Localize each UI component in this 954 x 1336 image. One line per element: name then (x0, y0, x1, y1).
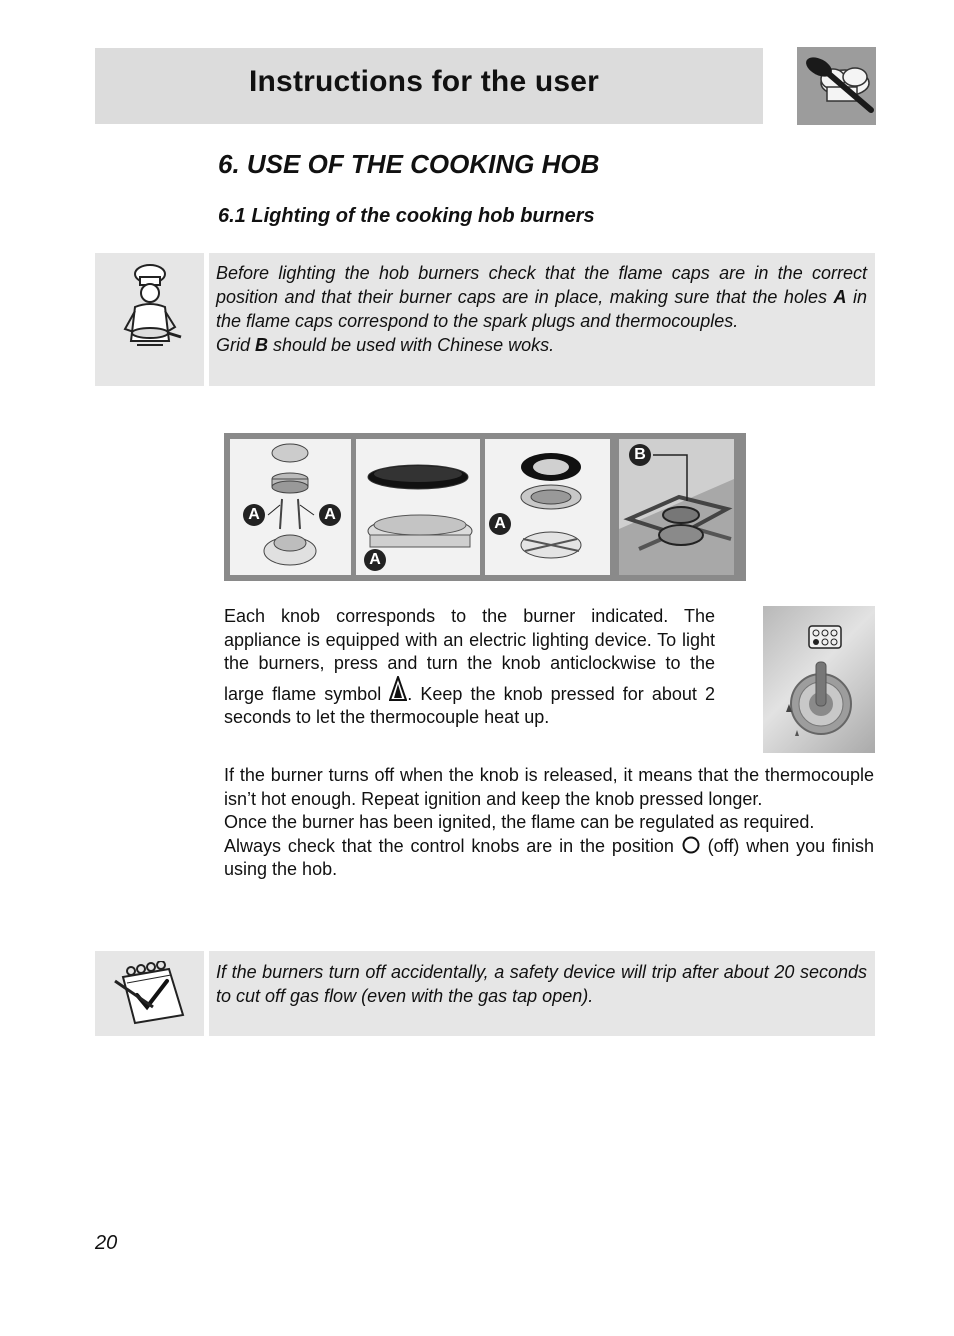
label-a-ref: A (833, 287, 847, 307)
label-b-grid: B (629, 444, 651, 466)
knob-text-before: Each knob corresponds to the burner indicated. The appliance is equipped with an electric lighting device. To light the burners, press and turn the knob anticlockwise to the large flame symbol (224, 606, 715, 704)
note-icon-cell (95, 253, 204, 386)
note-text-part: in the flame caps correspond to the spark plugs and thermocouples. (216, 287, 868, 331)
note-text-part: Before lighting the hob burners check that the flame caps are in the correct position and that their burner caps are in place, making sure that the holes (216, 263, 867, 307)
note-text-cell (209, 253, 875, 386)
off-text-after: (off) when you finish using the hob. (224, 835, 874, 879)
safety-note: If the burners turn off accidentally, a safety device will trip after about 20 seconds to cut off gas flow (even with the gas tap open). (216, 962, 867, 1006)
label-a-wok: A (489, 513, 511, 535)
large-flame-icon (389, 676, 407, 702)
panel-fish-burner (356, 439, 480, 575)
page-title: Instructions for the user (249, 65, 600, 98)
panel-wok-burner (485, 439, 610, 575)
panel-wok-grid (619, 439, 734, 575)
off-text-before: Always check that the control knobs are in the position (224, 835, 681, 856)
paragraph-turns-off: If the burner turns off when the knob is released, it means that the thermocouple isn’t hot enough. Repeat ignition and keep the knob pressed longer. (224, 765, 874, 809)
off-circle-icon (681, 836, 701, 854)
note2-icon-cell (95, 951, 204, 1036)
note-text-part: should be used with Chinese woks. (268, 335, 555, 355)
note-text-part: Grid (216, 335, 256, 355)
knob-photo (763, 606, 875, 753)
burner-figure (224, 433, 746, 581)
label-a-fish: A (364, 549, 386, 571)
panel-round-burner (230, 439, 351, 575)
label-a-right: A (319, 504, 341, 526)
label-a-left: A (243, 504, 265, 526)
note2-text-cell (209, 951, 875, 1036)
burner-instructions (224, 764, 874, 882)
section-title: 6. USE OF THE COOKING HOB (218, 149, 600, 179)
paragraph-regulate: Once the burner has been ignited, the flame can be regulated as required. (224, 812, 815, 832)
knob-illustration (763, 606, 875, 753)
wok-burner-illustration (485, 439, 610, 575)
note-paragraph (216, 261, 867, 357)
knob-text-after: . Keep the knob pressed for about 2 seconds to let the thermocouple heat up. (224, 683, 715, 727)
label-b-ref: B (255, 335, 269, 355)
notepad-check-icon (113, 961, 185, 1027)
page-number: 20 (95, 1232, 118, 1254)
chef-hat-spoon-icon (797, 47, 876, 125)
subsection-title: 6.1 Lighting of the cooking hob burners (218, 205, 595, 227)
paragraph-off-position (224, 835, 874, 882)
knob-paragraph (224, 605, 715, 730)
chef-cooking-icon (117, 263, 183, 351)
